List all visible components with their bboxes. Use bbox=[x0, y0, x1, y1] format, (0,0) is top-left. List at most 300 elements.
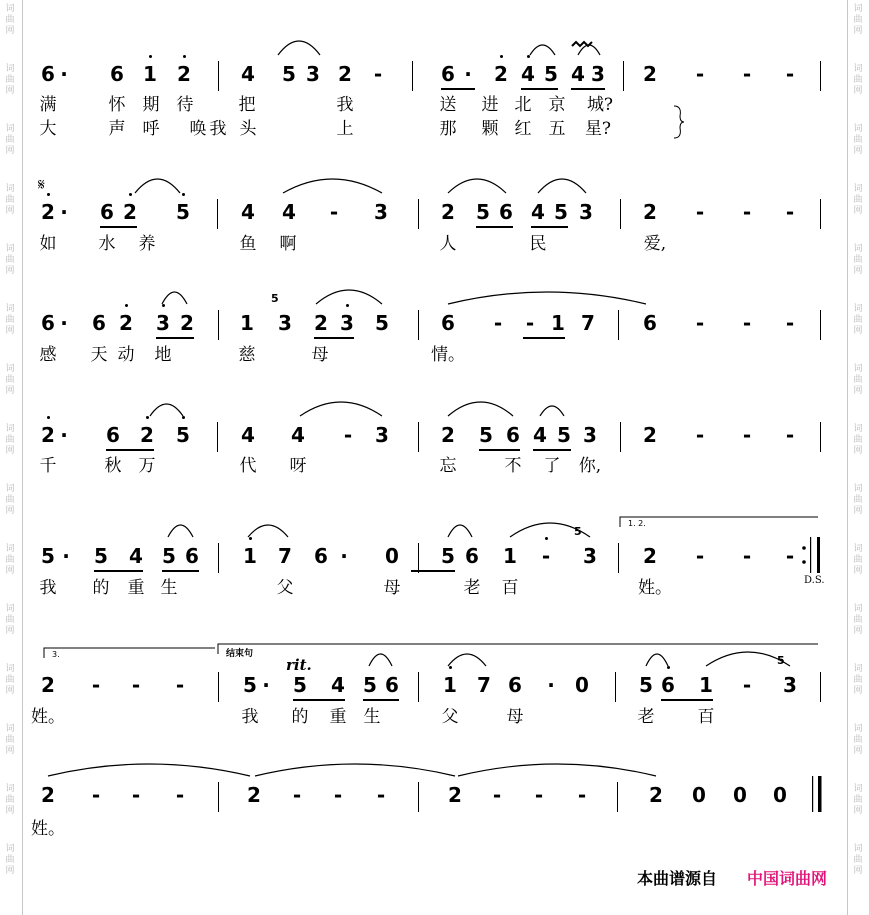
watermark-text: 词 曲 网 bbox=[853, 184, 863, 216]
slur bbox=[458, 764, 656, 776]
slur bbox=[448, 654, 486, 666]
beam-underline bbox=[476, 226, 513, 228]
bar-line bbox=[418, 199, 419, 229]
bar-line bbox=[217, 199, 218, 229]
grace-note: 5 bbox=[574, 525, 582, 538]
lyric: 水 bbox=[98, 234, 116, 254]
note: 2 bbox=[643, 62, 657, 86]
lyric: 重 bbox=[329, 707, 347, 727]
lyric: 百 bbox=[697, 707, 715, 727]
slur bbox=[150, 404, 183, 416]
note: - bbox=[91, 673, 101, 697]
lyric: 京 bbox=[548, 95, 566, 115]
right-border-line bbox=[847, 0, 848, 915]
note: 6 bbox=[661, 673, 675, 697]
watermark-text: 词 曲 网 bbox=[5, 784, 15, 816]
watermark-text: 词 曲 网 bbox=[853, 64, 863, 96]
lyric: 了 bbox=[543, 456, 561, 476]
lyric: 姓。 bbox=[638, 578, 672, 598]
note: 3 bbox=[340, 311, 354, 335]
note: 6 bbox=[41, 311, 55, 335]
lyric: 慈 bbox=[238, 345, 256, 365]
note: 2 bbox=[494, 62, 508, 86]
octave-dot-high bbox=[500, 55, 503, 58]
lyric-verse-2: 声 bbox=[108, 119, 126, 139]
bar-line bbox=[218, 61, 219, 91]
note: 3 bbox=[306, 62, 320, 86]
note: 6 bbox=[499, 200, 513, 224]
note: 1 bbox=[240, 311, 254, 335]
note: - bbox=[493, 311, 503, 335]
lyric: 进 bbox=[481, 95, 499, 115]
lyric: 代 bbox=[239, 456, 257, 476]
note: 4 bbox=[533, 423, 547, 447]
bar-line bbox=[620, 422, 621, 452]
lyric: 秋 bbox=[104, 456, 122, 476]
lyric: 万 bbox=[138, 456, 156, 476]
watermark-text: 词 曲 网 bbox=[853, 244, 863, 276]
bar-line bbox=[218, 672, 219, 702]
note: 3 bbox=[583, 423, 597, 447]
final-barline bbox=[812, 776, 813, 812]
note: 2 bbox=[441, 200, 455, 224]
note: 2 bbox=[448, 783, 462, 807]
watermark-text: 词 曲 网 bbox=[853, 364, 863, 396]
octave-dot-high bbox=[125, 304, 128, 307]
lyric: 父 bbox=[441, 707, 459, 727]
note: 6 bbox=[441, 311, 455, 335]
lyric: 重 bbox=[127, 578, 145, 598]
lyric: 生 bbox=[160, 578, 178, 598]
note: - bbox=[91, 783, 101, 807]
note: 2 bbox=[140, 423, 154, 447]
octave-dot-high bbox=[183, 55, 186, 58]
beam-underline bbox=[162, 570, 199, 572]
bar-line bbox=[418, 310, 419, 340]
lyric-verse-2: 上 bbox=[336, 119, 354, 139]
note: 4 bbox=[241, 62, 255, 86]
note: 3 bbox=[583, 544, 597, 568]
note: 2 bbox=[643, 544, 657, 568]
watermark-text: 词 曲 网 bbox=[5, 604, 15, 636]
lyric: 把 bbox=[238, 95, 256, 115]
left-border-line bbox=[22, 0, 23, 915]
beam-underline bbox=[521, 88, 558, 90]
note: · bbox=[464, 62, 472, 86]
note: 5 bbox=[544, 62, 558, 86]
bar-line bbox=[418, 672, 419, 702]
slur bbox=[369, 654, 392, 666]
beam-underline bbox=[94, 570, 143, 572]
bar-line bbox=[217, 422, 218, 452]
note: - bbox=[742, 423, 752, 447]
watermark-text: 词 曲 网 bbox=[853, 664, 863, 696]
note: 2 bbox=[180, 311, 194, 335]
bar-line bbox=[620, 199, 621, 229]
note: 2 bbox=[338, 62, 352, 86]
slur bbox=[48, 764, 250, 776]
watermark-text: 词 曲 网 bbox=[5, 64, 15, 96]
lyric: 姓。 bbox=[31, 819, 65, 839]
lyric-verse-2: 红 bbox=[514, 119, 532, 139]
note: 2 bbox=[41, 423, 55, 447]
note: - bbox=[534, 783, 544, 807]
beam-underline bbox=[411, 570, 455, 572]
bar-line bbox=[418, 543, 419, 573]
lyric: 城? bbox=[586, 95, 614, 115]
note: 4 bbox=[571, 62, 585, 86]
note: 1 bbox=[551, 311, 565, 335]
slur bbox=[448, 402, 513, 416]
verse-bracket bbox=[674, 106, 684, 138]
note: 0 bbox=[575, 673, 589, 697]
note: 5 bbox=[441, 544, 455, 568]
lyric: 地 bbox=[154, 345, 172, 365]
watermark-text: 词 曲 网 bbox=[5, 244, 15, 276]
octave-dot-high bbox=[449, 666, 452, 669]
site-name-link[interactable]: 中国词曲网 bbox=[747, 869, 828, 888]
lyric: 北 bbox=[514, 95, 532, 115]
note: 5 bbox=[554, 200, 568, 224]
octave-dot-high bbox=[149, 55, 152, 58]
note: - bbox=[742, 544, 752, 568]
note: - bbox=[175, 783, 185, 807]
note: - bbox=[376, 783, 386, 807]
note: 5 bbox=[94, 544, 108, 568]
note: 2 bbox=[123, 200, 137, 224]
beam-underline bbox=[100, 226, 137, 228]
note: - bbox=[695, 311, 705, 335]
watermark-text: 词 曲 网 bbox=[5, 844, 15, 876]
note: 7 bbox=[581, 311, 595, 335]
lyric: 母 bbox=[506, 707, 524, 727]
mordent-ornament bbox=[572, 42, 592, 46]
lyric-verse-2: 颗 bbox=[481, 119, 499, 139]
watermark-text: 词 曲 网 bbox=[5, 304, 15, 336]
note: 1 bbox=[443, 673, 457, 697]
note: 0 bbox=[692, 783, 706, 807]
lyric: 不 bbox=[504, 456, 522, 476]
note: 2 bbox=[649, 783, 663, 807]
note: 5 bbox=[479, 423, 493, 447]
note: 2 bbox=[441, 423, 455, 447]
note: - bbox=[492, 783, 502, 807]
bar-line bbox=[617, 782, 618, 812]
note: 7 bbox=[278, 544, 292, 568]
note: · bbox=[60, 311, 68, 335]
note: 3 bbox=[375, 423, 389, 447]
note: 6 bbox=[106, 423, 120, 447]
note: - bbox=[343, 423, 353, 447]
note: - bbox=[525, 311, 535, 335]
slur bbox=[316, 290, 382, 304]
octave-dot-high bbox=[47, 193, 50, 196]
note: 5 bbox=[363, 673, 377, 697]
lyric: 啊 bbox=[279, 234, 297, 254]
note: 6 bbox=[110, 62, 124, 86]
octave-dot-high bbox=[346, 304, 349, 307]
beam-underline bbox=[533, 449, 571, 451]
octave-dot-high bbox=[182, 416, 185, 419]
lyric: 生 bbox=[363, 707, 381, 727]
note: 5 bbox=[176, 200, 190, 224]
watermark-text: 词 曲 网 bbox=[5, 724, 15, 756]
lyric: 感 bbox=[39, 345, 57, 365]
note: 6 bbox=[465, 544, 479, 568]
note: · bbox=[60, 200, 68, 224]
note: · bbox=[60, 62, 68, 86]
segno-sign: 𝄋 bbox=[38, 175, 45, 194]
beam-underline bbox=[661, 699, 713, 701]
note: - bbox=[541, 544, 551, 568]
repeat-barline bbox=[817, 537, 820, 573]
beam-underline bbox=[293, 699, 345, 701]
watermark-text: 词 曲 网 bbox=[853, 304, 863, 336]
bar-line bbox=[218, 782, 219, 812]
note: - bbox=[577, 783, 587, 807]
lyric: 母 bbox=[311, 345, 329, 365]
source-label: 本曲谱源自 bbox=[637, 869, 718, 888]
beam-underline bbox=[523, 337, 565, 339]
note: 0 bbox=[773, 783, 787, 807]
watermark-text: 词 曲 网 bbox=[5, 484, 15, 516]
note: 3 bbox=[579, 200, 593, 224]
note: - bbox=[785, 200, 795, 224]
lyric-verse-2: 星? bbox=[584, 119, 612, 139]
note: 3 bbox=[783, 673, 797, 697]
lyric: 的 bbox=[291, 707, 309, 727]
note: - bbox=[742, 62, 752, 86]
watermark-text: 词 曲 网 bbox=[853, 784, 863, 816]
note: - bbox=[329, 200, 339, 224]
watermark-text: 词 曲 网 bbox=[853, 724, 863, 756]
lyric: 民 bbox=[529, 234, 547, 254]
lyric: 情。 bbox=[431, 345, 465, 365]
note: 6 bbox=[92, 311, 106, 335]
bar-line bbox=[418, 782, 419, 812]
note: 6 bbox=[314, 544, 328, 568]
watermark-text: 词 曲 网 bbox=[5, 124, 15, 156]
beam-underline bbox=[531, 226, 568, 228]
watermark-text: 词 曲 网 bbox=[853, 4, 863, 36]
note: - bbox=[785, 62, 795, 86]
note: 0 bbox=[385, 544, 399, 568]
note: - bbox=[695, 544, 705, 568]
slur bbox=[448, 525, 472, 537]
lyric: 待 bbox=[176, 95, 194, 115]
repeat-dot bbox=[802, 546, 806, 550]
lyric: 姓。 bbox=[31, 707, 65, 727]
slur bbox=[248, 525, 288, 537]
note: 1 bbox=[699, 673, 713, 697]
note: · bbox=[62, 544, 70, 568]
slur bbox=[448, 292, 646, 304]
octave-dot-high bbox=[146, 416, 149, 419]
watermark-text: 词 曲 网 bbox=[853, 484, 863, 516]
note: 5 bbox=[282, 62, 296, 86]
note: 6 bbox=[441, 62, 455, 86]
note: 2 bbox=[177, 62, 191, 86]
lyric: 人 bbox=[439, 234, 457, 254]
da-segno-mark: D.S. bbox=[804, 575, 825, 586]
lyric: 鱼 bbox=[239, 234, 257, 254]
note: 6 bbox=[506, 423, 520, 447]
note: 2 bbox=[41, 673, 55, 697]
note: · bbox=[60, 423, 68, 447]
watermark-text: 词 曲 网 bbox=[5, 364, 15, 396]
bar-line bbox=[820, 61, 821, 91]
note: 2 bbox=[41, 783, 55, 807]
note: 0 bbox=[733, 783, 747, 807]
watermark-text: 词 曲 网 bbox=[853, 604, 863, 636]
note: 5 bbox=[176, 423, 190, 447]
lyric: 动 bbox=[117, 345, 135, 365]
note: 5 bbox=[639, 673, 653, 697]
lyric: 你, bbox=[578, 456, 602, 476]
note: 6 bbox=[643, 311, 657, 335]
note: - bbox=[742, 311, 752, 335]
note: · bbox=[262, 673, 270, 697]
note: 4 bbox=[241, 200, 255, 224]
octave-dot-high bbox=[545, 537, 548, 540]
watermark-text: 词 曲 网 bbox=[853, 424, 863, 456]
watermark-text: 词 曲 网 bbox=[5, 184, 15, 216]
bar-line bbox=[623, 61, 624, 91]
note: - bbox=[742, 200, 752, 224]
beam-underline bbox=[571, 88, 605, 90]
note: - bbox=[131, 783, 141, 807]
lyric: 期 bbox=[142, 95, 160, 115]
beam-underline bbox=[314, 337, 354, 339]
beam-underline bbox=[441, 88, 475, 90]
volta-label: 1. 2. bbox=[628, 519, 646, 528]
slur bbox=[278, 41, 320, 55]
volta-label: 3. bbox=[52, 650, 60, 659]
grace-note: 5 bbox=[777, 654, 785, 667]
slur bbox=[646, 654, 668, 666]
bar-line bbox=[820, 422, 821, 452]
note: 2 bbox=[314, 311, 328, 335]
bar-line bbox=[218, 543, 219, 573]
slur bbox=[283, 179, 382, 193]
octave-dot-high bbox=[667, 666, 670, 669]
lyric: 的 bbox=[92, 578, 110, 598]
lyric: 怀 bbox=[108, 95, 126, 115]
volta-bracket bbox=[218, 644, 818, 654]
note: - bbox=[742, 673, 752, 697]
lyric-verse-2: 那 bbox=[439, 119, 457, 139]
lyric-verse-2: 大 bbox=[39, 119, 57, 139]
note: 3 bbox=[278, 311, 292, 335]
lyric: 呀 bbox=[289, 456, 307, 476]
lyric: 我 bbox=[39, 578, 57, 598]
slur bbox=[530, 45, 555, 55]
final-barline bbox=[818, 776, 822, 812]
lyric: 千 bbox=[39, 456, 57, 476]
slur bbox=[538, 179, 586, 193]
note: - bbox=[785, 311, 795, 335]
repeat-dot bbox=[802, 560, 806, 564]
watermark-text: 词 曲 网 bbox=[5, 424, 15, 456]
slur bbox=[578, 45, 600, 55]
note: 1 bbox=[503, 544, 517, 568]
note: 3 bbox=[591, 62, 605, 86]
note: - bbox=[373, 62, 383, 86]
lyric: 如 bbox=[39, 234, 57, 254]
octave-dot-high bbox=[182, 193, 185, 196]
bar-line bbox=[820, 310, 821, 340]
lyric-verse-2: 唤 bbox=[189, 119, 207, 139]
note: 6 bbox=[185, 544, 199, 568]
lyric-verse-2: 头 bbox=[239, 119, 257, 139]
beam-underline bbox=[363, 699, 399, 701]
note: 4 bbox=[521, 62, 535, 86]
slur bbox=[448, 179, 506, 193]
note: 1 bbox=[243, 544, 257, 568]
watermark-text: 词 曲 网 bbox=[5, 4, 15, 36]
bar-line bbox=[418, 422, 419, 452]
bar-line bbox=[618, 543, 619, 573]
note: · bbox=[340, 544, 348, 568]
coda-label: 结束句 bbox=[226, 649, 254, 659]
note: 2 bbox=[41, 200, 55, 224]
note: 5 bbox=[243, 673, 257, 697]
bar-line bbox=[820, 199, 821, 229]
octave-dot-high bbox=[162, 304, 165, 307]
slur bbox=[135, 179, 180, 193]
slur bbox=[255, 764, 455, 776]
octave-dot-high bbox=[527, 55, 530, 58]
note: 5 bbox=[41, 544, 55, 568]
note: 4 bbox=[531, 200, 545, 224]
note: 3 bbox=[156, 311, 170, 335]
lyric: 我 bbox=[241, 707, 259, 727]
note: 6 bbox=[508, 673, 522, 697]
repeat-barline bbox=[810, 537, 811, 573]
lyric: 老 bbox=[463, 578, 481, 598]
slur bbox=[540, 406, 564, 416]
slur bbox=[300, 402, 382, 416]
lyric: 忘 bbox=[439, 456, 457, 476]
note: 4 bbox=[241, 423, 255, 447]
grace-note: 5 bbox=[271, 292, 279, 305]
note: 5 bbox=[293, 673, 307, 697]
watermark-text: 词 曲 网 bbox=[853, 544, 863, 576]
watermark-text: 词 曲 网 bbox=[853, 844, 863, 876]
note: 5 bbox=[557, 423, 571, 447]
lyric: 送 bbox=[439, 95, 457, 115]
slur bbox=[168, 525, 193, 537]
lyric: 父 bbox=[276, 578, 294, 598]
beam-underline bbox=[479, 449, 520, 451]
beam-underline bbox=[106, 449, 154, 451]
note: - bbox=[785, 423, 795, 447]
note: 1 bbox=[143, 62, 157, 86]
note: - bbox=[175, 673, 185, 697]
note: 6 bbox=[385, 673, 399, 697]
bar-line bbox=[218, 310, 219, 340]
note: 5 bbox=[162, 544, 176, 568]
volta-bracket bbox=[620, 517, 818, 527]
note: 4 bbox=[129, 544, 143, 568]
watermark-text: 词 曲 网 bbox=[5, 664, 15, 696]
note: 2 bbox=[643, 423, 657, 447]
octave-dot-high bbox=[129, 193, 132, 196]
lyric: 老 bbox=[637, 707, 655, 727]
note: - bbox=[695, 423, 705, 447]
note: 2 bbox=[643, 200, 657, 224]
lyric-verse-2: 呼 bbox=[142, 119, 160, 139]
